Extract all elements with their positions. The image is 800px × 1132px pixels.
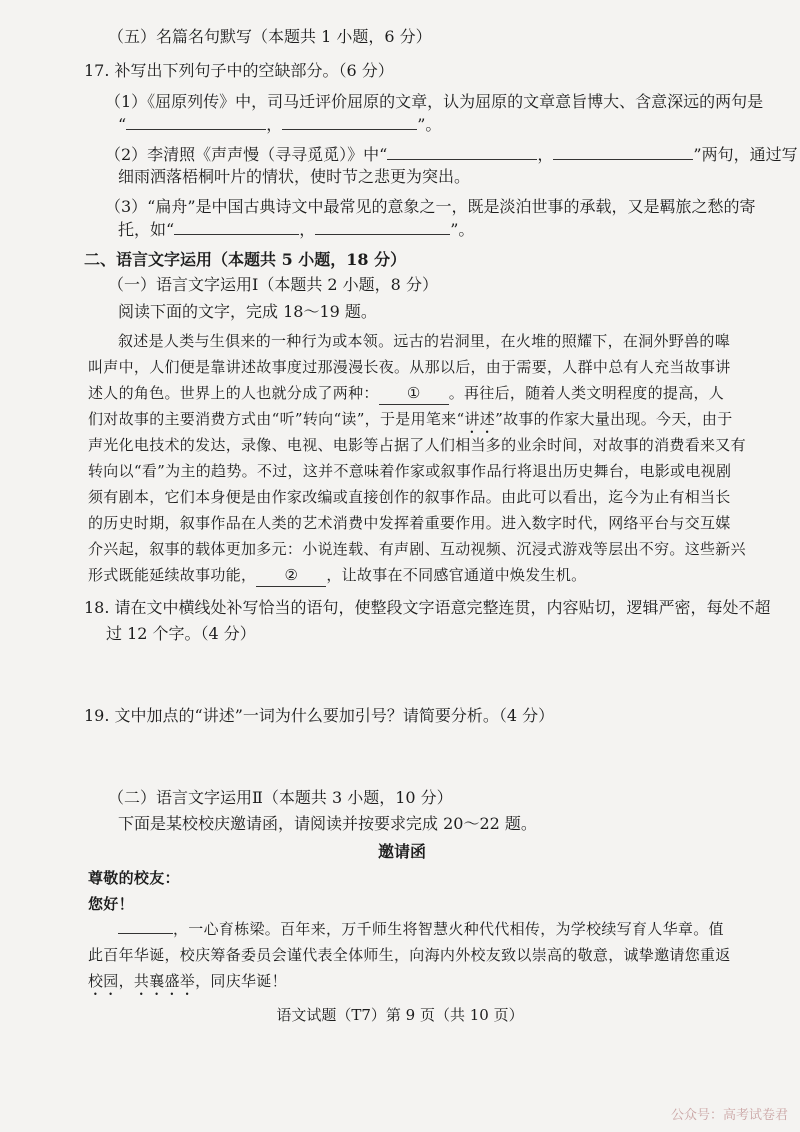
q17-item1-blanks xyxy=(118,114,441,136)
dotted-word-jiangshu: 讲述 xyxy=(464,410,496,428)
q17-item3-line1: （3）“扁舟”是中国古典诗文中最常见的意象之一，既是淡泊世事的承载，又是羁旅之愁的寄 xyxy=(105,197,756,216)
comma: ， xyxy=(537,145,554,164)
passage-text: 形式既能延续故事功能， xyxy=(88,566,257,584)
letter-body-line xyxy=(118,918,724,940)
open-quote: “ xyxy=(118,115,127,134)
passage-text: 们对故事的主要消费方式由“听”转向“读”，于是用笔来“ xyxy=(88,410,465,428)
q17-item2-line1 xyxy=(105,144,798,166)
passage-line xyxy=(88,564,586,587)
passage-line: 叙述是人类与生俱来的一种行为或本领。远古的岩洞里，在火堆的照耀下，在洞外野兽的嗥 xyxy=(118,332,731,350)
q17-item3-line2 xyxy=(118,219,474,241)
dotted-phrase: 校园，共襄盛举 xyxy=(88,972,196,990)
section-five-heading: （五）名篇名句默写（本题共 1 小题，6 分） xyxy=(108,27,432,46)
passage-line xyxy=(88,382,724,405)
q17-item3-lead: 托，如“ xyxy=(118,220,175,239)
part-two-instruction: 下面是某校校庆邀请函，请阅读并按要求完成 20～22 题。 xyxy=(118,814,537,833)
comma: ， xyxy=(266,115,283,134)
answer-blank[interactable] xyxy=(174,220,299,235)
answer-blank[interactable] xyxy=(282,115,417,130)
q18-line2: 过 12 个字。（4 分） xyxy=(106,624,256,643)
passage-text: ，让故事在不同感官通道中焕发生机。 xyxy=(326,566,587,584)
watermark: 公众号：高考试卷君 xyxy=(670,1108,788,1123)
answer-blank[interactable] xyxy=(315,220,450,235)
passage-line xyxy=(88,408,733,437)
passage-text: 。再往后，随着人类文明程度的提高，人 xyxy=(448,384,725,402)
part-two-title: （二）语言文字运用Ⅱ（本题共 3 小题，10 分） xyxy=(108,788,453,807)
page-footer: 语文试题（T7）第 9 页（共 10 页） xyxy=(276,1006,524,1024)
comma: ， xyxy=(299,220,316,239)
answer-blank[interactable] xyxy=(387,145,537,160)
letter-greeting: 您好！ xyxy=(88,895,134,913)
answer-blank[interactable] xyxy=(126,115,266,130)
close-quote: ”。 xyxy=(417,115,442,134)
answer-blank[interactable] xyxy=(118,919,173,934)
passage-line: 介兴起，叙事的载体更加多元：小说连载、有声剧、互动视频、沉浸式游戏等层出不穷。这些新兴 xyxy=(88,540,746,558)
q19-prompt: 19. 文中加点的“讲述”一词为什么要加引号？请简要分析。（4 分） xyxy=(84,706,555,725)
q17-item2-line2: 细雨洒落梧桐叶片的情状，使时节之悲更为突出。 xyxy=(118,167,471,186)
answer-blank[interactable] xyxy=(553,145,693,160)
passage-line: 的历史时期，叙事作品在人类的艺术消费中发挥着重要作用。进入数字时代，网络平台与交互媒 xyxy=(88,514,731,532)
letter-body-line: 此百年华诞，校庆筹备委员会谨代表全体师生，向海内外校友致以崇高的敬意，诚挚邀请您重返 xyxy=(88,946,731,964)
q18-line1: 18. 请在文中横线处补写恰当的语句，使整段文字语意完整连贯，内容贴切，逻辑严密，每处不超 xyxy=(84,598,771,617)
q17-item1-text: （1）《屈原列传》中，司马迁评价屈原的文章，认为屈原的文章意旨博大、含意深远的两句是 xyxy=(105,92,764,111)
close-quote: ”。 xyxy=(450,220,475,239)
letter-body-line xyxy=(88,970,287,999)
letter-salutation: 尊敬的校友： xyxy=(88,869,180,887)
passage-line: 转向以“看”为主的趋势。不过，这并不意味着作家或叙事作品行将退出历史舞台，电影或电视剧 xyxy=(88,462,732,480)
passage-text: ”故事的作家大量出现。今天，由于 xyxy=(495,410,733,428)
q17-item2-tail: ”两句，通过写 xyxy=(693,145,798,164)
blank-marker-1[interactable]: ① xyxy=(379,382,449,405)
passage-text: 述人的角色。世界上的人也就分成了两种： xyxy=(88,384,379,402)
letter-title: 邀请函 xyxy=(378,842,427,861)
passage-line: 声光化电技术的发达，录像、电视、电影等占据了人们相当多的业余时间，对故事的消费看来又有 xyxy=(88,436,746,454)
part-one-instruction: 阅读下面的文字，完成 18～19 题。 xyxy=(118,302,377,321)
q17-item2-text: （2）李清照《声声慢（寻寻觅觅）》中“ xyxy=(105,145,388,164)
letter-text: ，一心育栋梁。百年来，万千师生将智慧火种代代相传，为学校续写育人华章。值 xyxy=(173,920,724,938)
blank-marker-2[interactable]: ② xyxy=(256,564,326,587)
letter-text: ，同庆华诞！ xyxy=(195,972,287,990)
q17-title: 17. 补写出下列句子中的空缺部分。（6 分） xyxy=(84,61,394,80)
passage-line: 叫声中，人们便是靠讲述故事度过那漫漫长夜。从那以后，由于需要，人群中总有人充当故事讲 xyxy=(88,358,731,376)
section-two-heading: 二、语言文字运用（本题共 5 小题，18 分） xyxy=(84,250,407,269)
passage-line: 须有剧本，它们本身便是由作家改编或直接创作的叙事作品。由此可以看出，迄今为止有相当长 xyxy=(88,488,731,506)
part-one-title: （一）语言文字运用Ⅰ（本题共 2 小题，8 分） xyxy=(108,275,438,294)
